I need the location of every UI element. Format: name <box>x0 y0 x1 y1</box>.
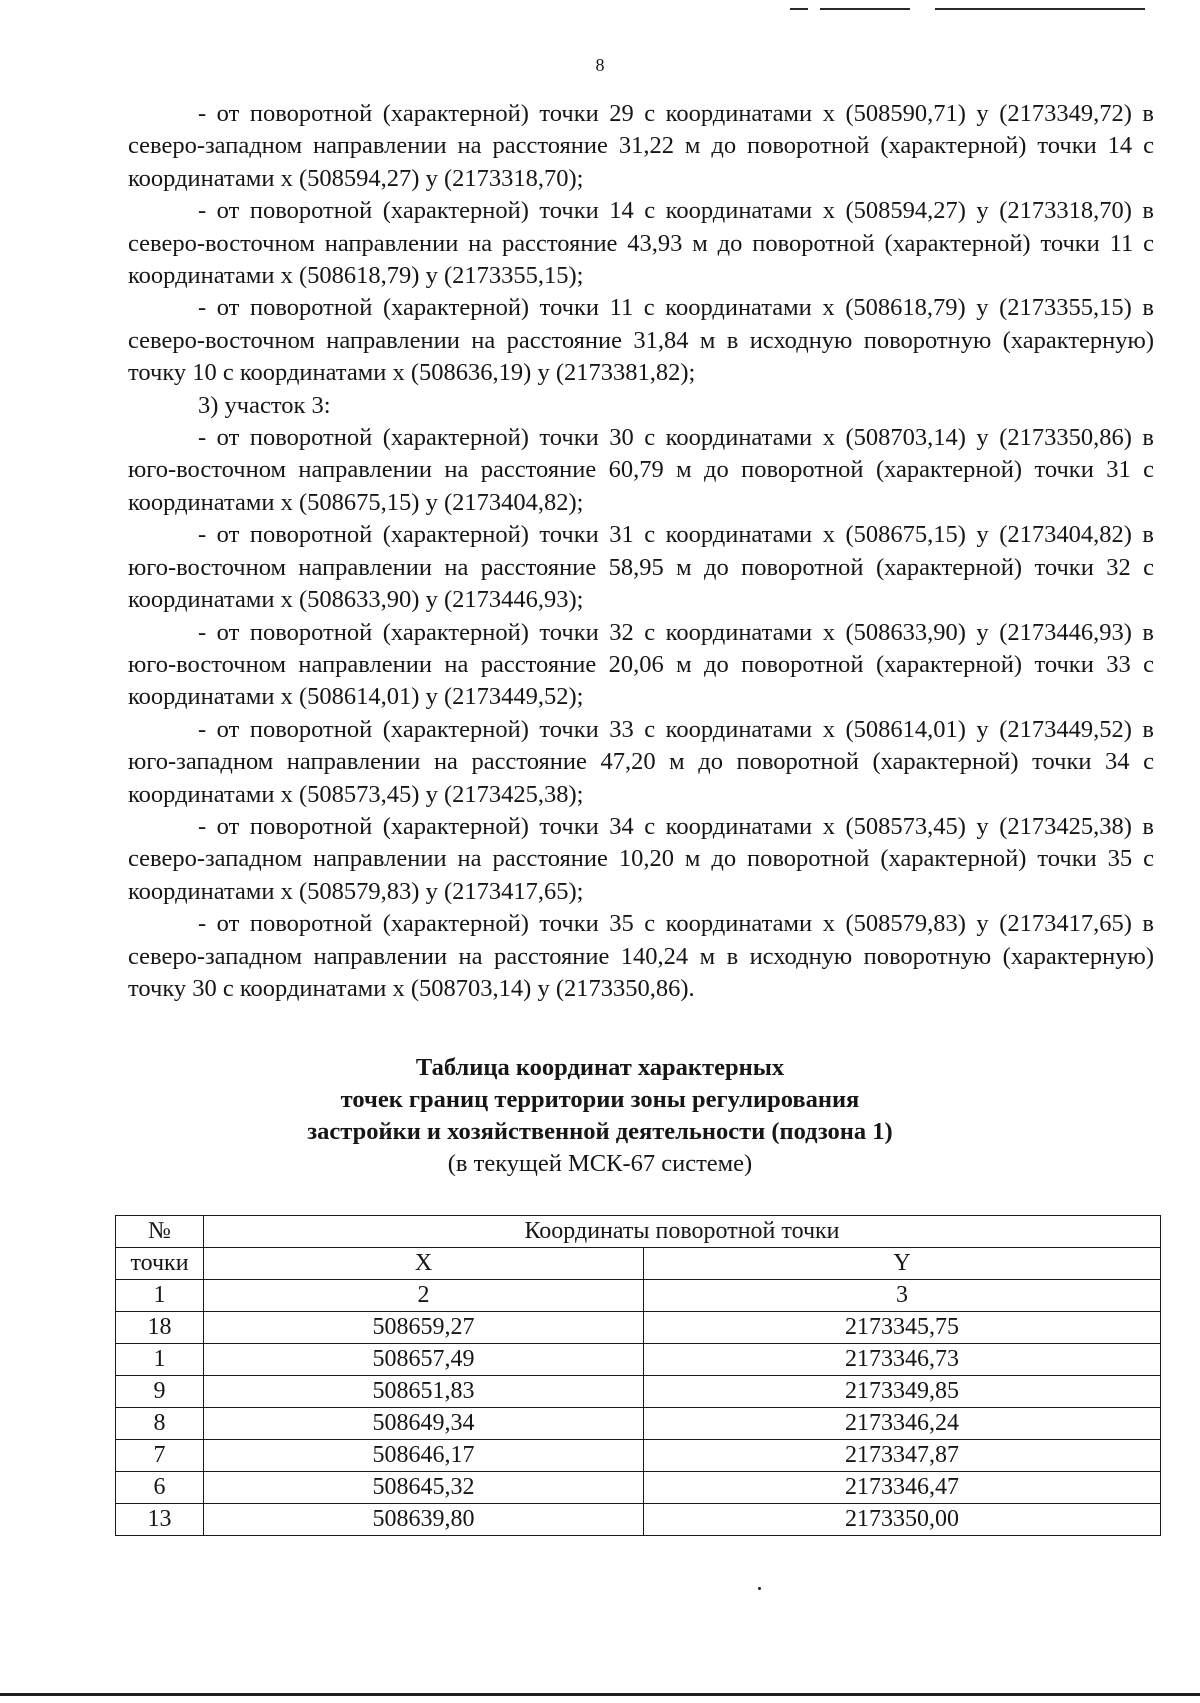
column-number: 2 <box>204 1280 644 1312</box>
header-x: X <box>204 1248 644 1280</box>
y-value: 2173347,87 <box>644 1440 1161 1472</box>
table-row <box>116 1344 1161 1376</box>
point-number: 18 <box>116 1312 204 1344</box>
column-number: 3 <box>644 1280 1161 1312</box>
y-value: 2173346,47 <box>644 1472 1161 1504</box>
point-number: 9 <box>116 1376 204 1408</box>
paragraph: - от поворотной (характерной) точки 33 с координатами х (508614,01) у (2173449,52) в юго-западном направлении на расстояние 47,20 м до поворотной (характерной) точки 34 с координатами х (508573,45) у (2173425,38); <box>128 715 1154 808</box>
paragraph: - от поворотной (характерной) точки 14 с координатами х (508594,27) у (2173318,70) в северо-восточном направлении на расстояние 43,93 м до поворотной (характерной) точки 11 с координатами х (508618,79) у (2173355,15); <box>128 197 1154 290</box>
table-subtitle: (в текущей МСК-67 системе) <box>447 1150 753 1177</box>
point-number: 13 <box>116 1504 204 1536</box>
section-label: 3) участок 3: <box>198 391 331 419</box>
table-subheader-row <box>116 1248 1161 1280</box>
table-row <box>116 1408 1161 1440</box>
x-value: 508639,80 <box>204 1504 644 1536</box>
y-value: 2173345,75 <box>644 1312 1161 1344</box>
y-value: 2173349,85 <box>644 1376 1161 1408</box>
paragraph: - от поворотной (характерной) точки 31 с координатами х (508675,15) у (2173404,82) в юго-восточном направлении на расстояние 58,95 м до поворотной (характерной) точки 32 с координатами х (508633,90) у (2173446,93); <box>128 521 1154 614</box>
x-value: 508657,49 <box>204 1344 644 1376</box>
scan-speck <box>758 1587 761 1590</box>
column-number: 1 <box>116 1280 204 1312</box>
table-row <box>116 1376 1161 1408</box>
table-title-line-2: точек границ территории зоны регулирования <box>340 1086 860 1113</box>
x-value: 508646,17 <box>204 1440 644 1472</box>
point-number: 1 <box>116 1344 204 1376</box>
column-number-row <box>116 1280 1161 1312</box>
paragraph: - от поворотной (характерной) точки 11 с координатами х (508618,79) у (2173355,15) в северо-восточном направлении на расстояние 31,84 м в исходную поворотную (характерную) точку 10 с координатами х (508636,19) у (2173381,82); <box>128 294 1154 387</box>
scan-edge-top-mid <box>820 8 910 10</box>
x-value: 508659,27 <box>204 1312 644 1344</box>
table-header-row <box>116 1216 1161 1248</box>
y-value: 2173350,00 <box>644 1504 1161 1536</box>
header-coordinates: Координаты поворотной точки <box>204 1216 1161 1248</box>
paragraph: - от поворотной (характерной) точки 30 с координатами х (508703,14) у (2173350,86) в юго-восточном направлении на расстояние 60,79 м до поворотной (характерной) точки 31 с координатами х (508675,15) у (2173404,82); <box>128 424 1154 516</box>
table-row <box>116 1504 1161 1536</box>
paragraph: - от поворотной (характерной) точки 29 с координатами х (508590,71) у (2173349,72) в северо-западном направлении на расстояние 31,22 м до поворотной (характерной) точки 14 с координатами х (508594,27) у (2173318,70); <box>128 100 1154 192</box>
table-title-line-3: застройки и хозяйственной деятельности (подзона 1) <box>307 1118 893 1145</box>
paragraph: - от поворотной (характерной) точки 35 с координатами х (508579,83) у (2173417,65) в северо-западном направлении на расстояние 140,24 м в исходную поворотную (характерную) точку 30 с координатами х (508703,14) у (2173350,86). <box>128 910 1154 1002</box>
header-y: Y <box>644 1248 1161 1280</box>
table-title-line-1: Таблица координат характерных <box>415 1054 785 1081</box>
header-point-label: точки <box>116 1248 204 1280</box>
y-value: 2173346,73 <box>644 1344 1161 1376</box>
x-value: 508645,32 <box>204 1472 644 1504</box>
scan-edge-top-left <box>790 8 808 10</box>
table-row <box>116 1440 1161 1472</box>
coordinates-table <box>115 1215 1161 1536</box>
table-row <box>116 1472 1161 1504</box>
paragraph: - от поворотной (характерной) точки 32 с координатами х (508633,90) у (2173446,93) в юго-восточном направлении на расстояние 20,06 м до поворотной (характерной) точки 33 с координатами х (508614,01) у (2173449,52); <box>128 618 1154 711</box>
x-value: 508649,34 <box>204 1408 644 1440</box>
point-number: 6 <box>116 1472 204 1504</box>
table-heading <box>0 1052 1200 1180</box>
x-value: 508651,83 <box>204 1376 644 1408</box>
header-point-number: № <box>116 1216 204 1248</box>
document-body <box>128 98 1154 1005</box>
paragraph: - от поворотной (характерной) точки 34 с координатами х (508573,45) у (2173425,38) в северо-западном направлении на расстояние 10,20 м до поворотной (характерной) точки 35 с координатами х (508579,83) у (2173417,65); <box>128 812 1154 905</box>
y-value: 2173346,24 <box>644 1408 1161 1440</box>
scan-edge-top-right <box>935 8 1145 10</box>
table-row <box>116 1312 1161 1344</box>
scan-edge-bottom <box>0 1693 1200 1696</box>
point-number: 7 <box>116 1440 204 1472</box>
page-number: 8 <box>595 55 605 75</box>
point-number: 8 <box>116 1408 204 1440</box>
